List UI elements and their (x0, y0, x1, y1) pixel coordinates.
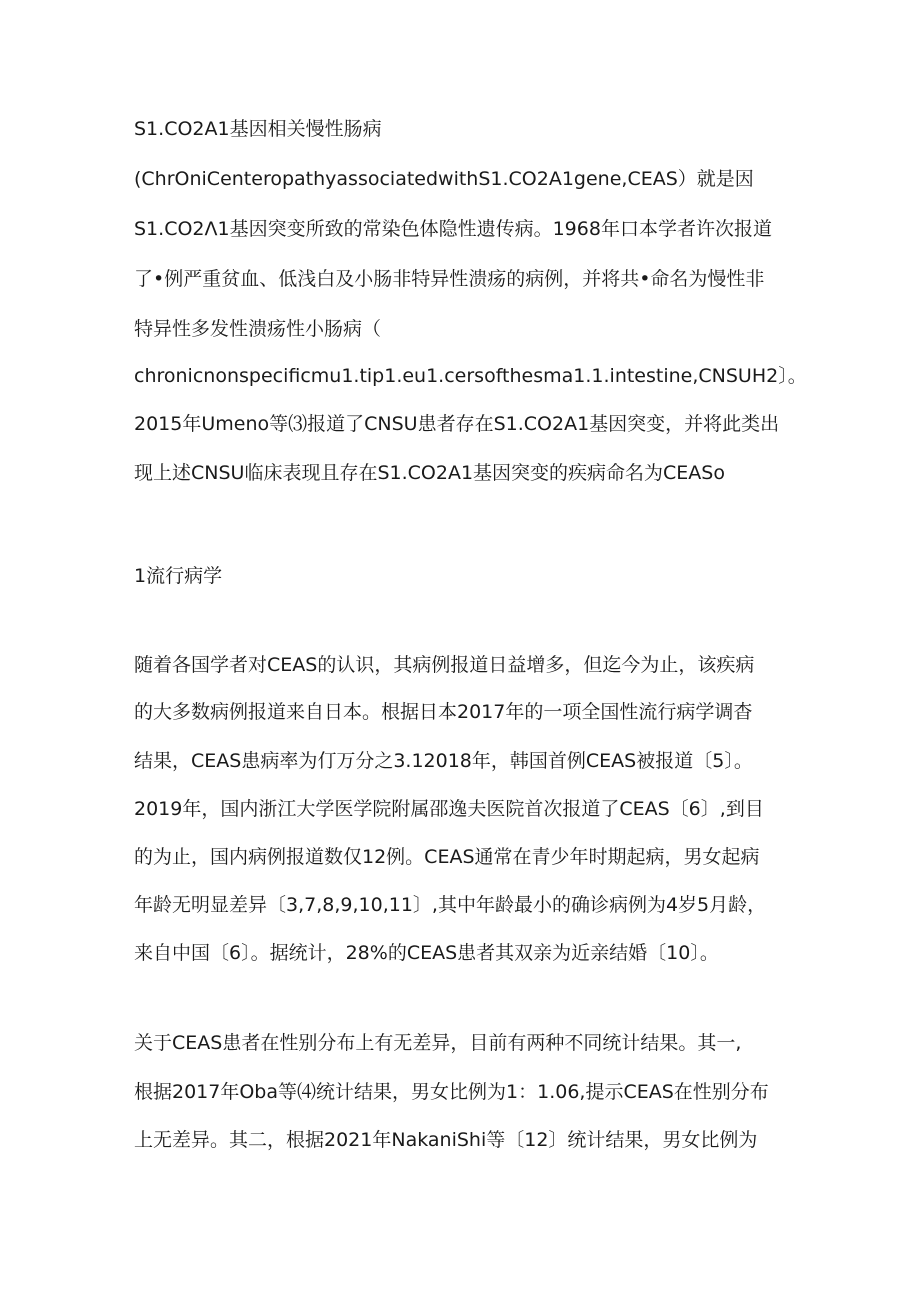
paragraph-2-line-5: 的为止，国内病例报道数仅12例。CEAS通常在青少年时期起病，男女起病 (134, 846, 760, 868)
paragraph-2-line-4: 2019年，国内浙江大学医学院附属邵逸夫医院首次报道了CEAS〔6〕,到目 (134, 798, 764, 820)
paragraph-2-line-6: 年龄无明显差异〔3,7,8,9,10,11〕,其中年龄最小的确诊病例为4岁5月龄， (134, 894, 767, 916)
paragraph-2-line-1: 随着各国学者对CEAS的认识，其病例报道日益增多，但迄今为止，该疾病 (134, 654, 755, 676)
paragraph-1-line-7: 2015年Umeno等⑶报道了CNSU患者存在S1.CO2A1基因突变，并将此类出 (134, 413, 780, 435)
paragraph-1-line-2: (ChrOniCenteropathyassociatedwithS1.CO2A1gene,CEAS）就是因 (134, 168, 754, 190)
paragraph-2-line-3: 结果，CEAS患病率为仃万分之3.12018年，韩国首例CEAS被报道〔5〕。 (134, 750, 753, 772)
paragraph-1-line-4: 了•例严重贫血、低浅白及小肠非特异性溃疡的病例，并将共•命名为慢性非 (134, 268, 765, 290)
paragraph-3-line-1: 关于CEAS患者在性别分布上有无差异，目前有两种不同统计结果。其一, (134, 1032, 742, 1054)
paragraph-1-line-8: 现上述CNSU临床表现且存在S1.CO2A1基因突变的疾病命名为CEASo (134, 462, 725, 484)
paragraph-1-line-3: S1.CO2Λ1基因突变所致的常染色体隐性遗传病。1968年口本学者许次报道 (134, 218, 772, 240)
paragraph-2-line-2: 的大多数病例报道来自日本。根据日本2017年的一项全国性流行病学调杳 (134, 701, 753, 723)
paragraph-1-line-5: 特异性多发性溃疡性小肠病（ (134, 318, 382, 340)
paragraph-1-line-1: S1.CO2A1基因相关慢性肠病 (134, 118, 382, 140)
paragraph-2-line-7: 来自中国〔6〕。据统计，28%的CEAS患者其双亲为近亲结婚〔10〕。 (134, 942, 719, 964)
section-heading: 1流行病学 (134, 565, 223, 587)
paragraph-3-line-3: 上无差异。其二，根据2021年NakaniShi等〔12〕统计结果，男女比例为 (134, 1129, 758, 1151)
paragraph-1-line-6: chronicnonspecificmu1.tip1.eu1.cersofthesma1.1.intestine,CNSUH2〕。 (134, 365, 807, 387)
paragraph-3-line-2: 根据2017年Oba等⑷统计结果，男女比例为1：1.06,提示CEAS在性别分布 (134, 1081, 769, 1103)
